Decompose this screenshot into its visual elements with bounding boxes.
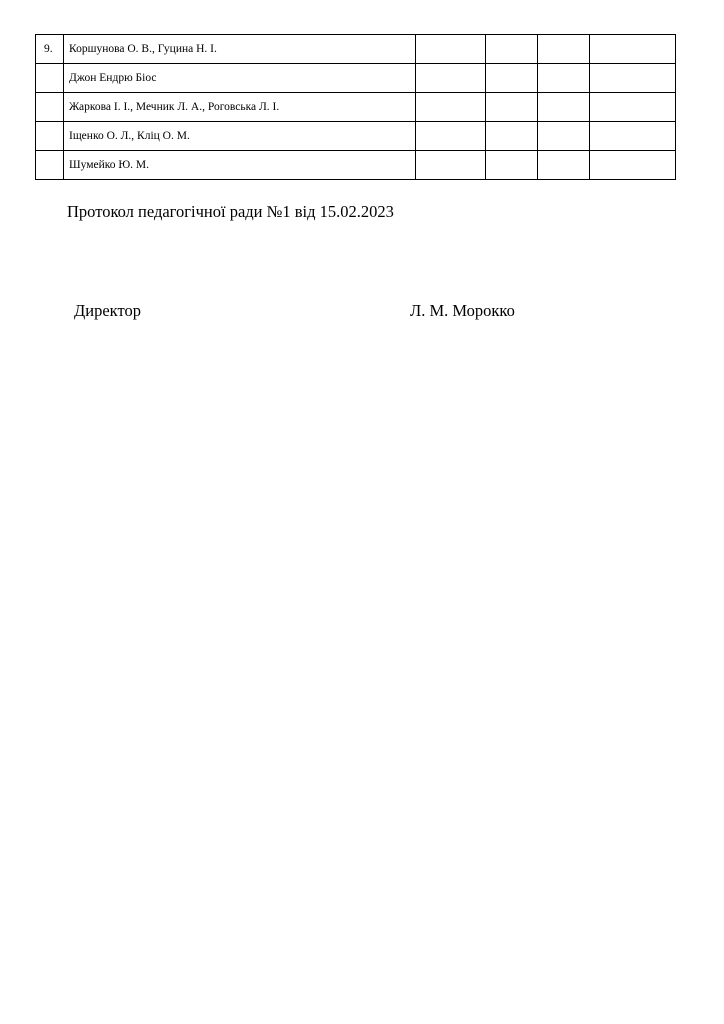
row-names-cell: Жаркова І. І., Мечник Л. А., Роговська Л. І. [64, 93, 416, 122]
row-number-cell [36, 122, 64, 151]
empty-cell [486, 122, 538, 151]
empty-cell [486, 35, 538, 64]
row-number-cell: 9. [36, 35, 64, 64]
empty-cell [486, 64, 538, 93]
table-row [36, 64, 676, 93]
signature-role: Директор [74, 301, 141, 320]
row-names-cell: Шумейко Ю. М. [64, 151, 416, 180]
empty-cell [590, 151, 676, 180]
empty-cell [538, 151, 590, 180]
empty-cell [590, 122, 676, 151]
row-names-cell: Іщенко О. Л., Кліц О. М. [64, 122, 416, 151]
empty-cell [416, 93, 486, 122]
empty-cell [590, 93, 676, 122]
empty-cell [486, 151, 538, 180]
empty-cell [538, 64, 590, 93]
empty-cell [590, 64, 676, 93]
empty-cell [538, 122, 590, 151]
row-names-cell: Джон Ендрю Біос [64, 64, 416, 93]
empty-cell [416, 151, 486, 180]
table-row [36, 35, 676, 64]
row-number-cell [36, 93, 64, 122]
empty-cell [486, 93, 538, 122]
table-row [36, 93, 676, 122]
row-number-cell [36, 64, 64, 93]
table-row [36, 122, 676, 151]
empty-cell [590, 35, 676, 64]
table-row [36, 151, 676, 180]
empty-cell [416, 122, 486, 151]
protocol-note: Протокол педагогічної ради №1 від 15.02.2023 [67, 202, 394, 221]
staff-table [35, 34, 676, 180]
empty-cell [416, 35, 486, 64]
empty-cell [416, 64, 486, 93]
signature-name: Л. М. Морокко [410, 301, 515, 320]
row-number-cell [36, 151, 64, 180]
row-names-cell: Коршунова О. В., Гуцина Н. І. [64, 35, 416, 64]
empty-cell [538, 93, 590, 122]
empty-cell [538, 35, 590, 64]
